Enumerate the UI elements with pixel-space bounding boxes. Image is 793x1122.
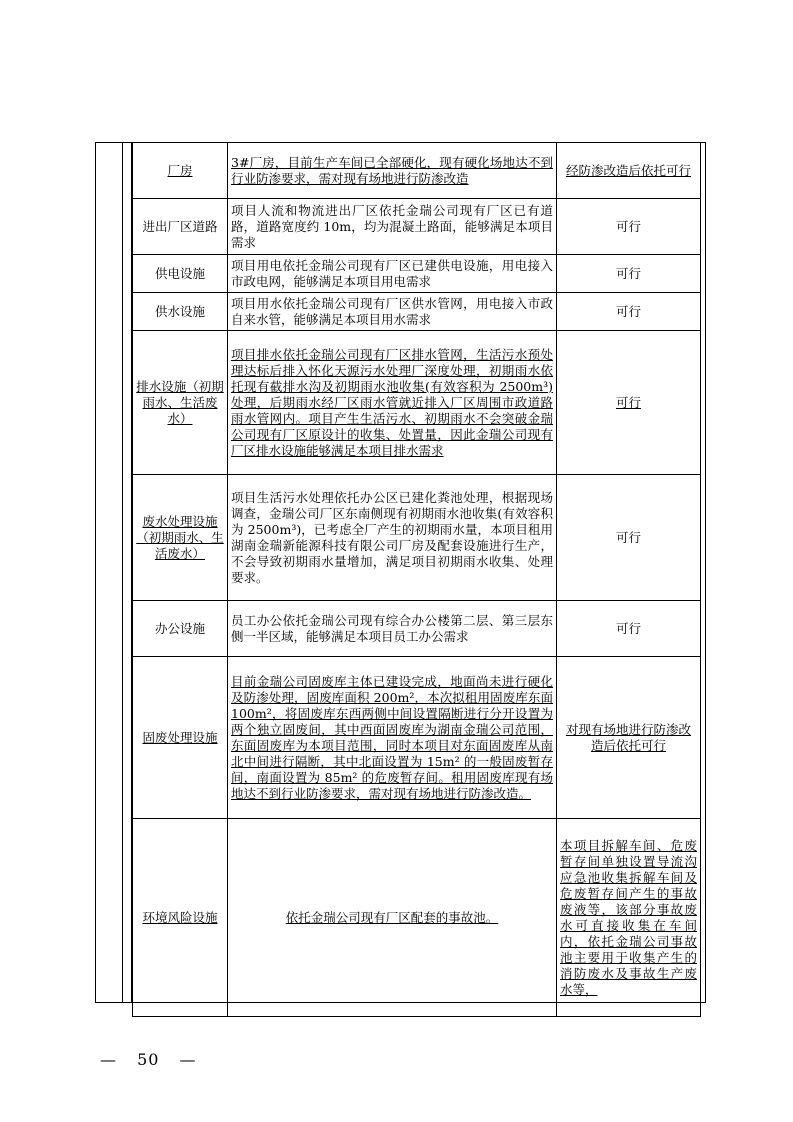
table-row [133,199,701,255]
page-footer [100,1050,197,1069]
row-name: 环境风险设施 [133,819,228,1017]
row-desc: 项目用电依托金瑞公司现有厂区已建供电设施，用电接入市政电网，能够满足本项目用电需求 [228,255,557,293]
row-result: 可行 [557,331,701,475]
row-result: 可行 [557,255,701,293]
page-number: 50 [137,1050,160,1069]
row-result: 可行 [557,475,701,601]
table-row [133,143,701,199]
table-row [133,255,701,293]
row-result: 可行 [557,601,701,657]
row-result: 可行 [557,293,701,331]
table-row [133,475,701,601]
table-row [133,601,701,657]
row-desc: 依托金瑞公司现有厂区配套的事故池。 [228,819,557,1017]
row-name: 厂房 [133,143,228,199]
row-name: 供水设施 [133,293,228,331]
row-name: 废水处理设施（初期雨水、生活废水） [133,475,228,601]
margin-line [122,142,123,1003]
table-row [133,293,701,331]
row-desc: 项目生活污水处理依托办公区已建化粪池处理，根据现场调查，金瑞公司厂区东南侧现有初期雨水池收集(有效容积为 2500m³)，已考虑全厂产生的初期雨水量，本项目租用湖南金瑞新能源科技有限公司厂房及配套设施进行生产，不会导致初期雨水量增加，满足项目初期雨水收集、处理要求。 [228,475,557,601]
table-row [133,657,701,819]
table-row [133,331,701,475]
row-name: 进出厂区道路 [133,199,228,255]
row-name: 排水设施（初期雨水、生活废水） [133,331,228,475]
row-desc: 项目人流和物流进出厂区依托金瑞公司现有厂区已有道路，道路宽度约 10m，均为混凝土路面，能够满足本项目需求 [228,199,557,255]
row-desc: 员工办公依托金瑞公司现有综合办公楼第二层、第三层东侧一半区域，能够满足本项目员工办公需求 [228,601,557,657]
row-result: 本项目拆解车间、危废暂存间单独设置导流沟应急池收集拆解车间及危废暂存间产生的事故废液等，该部分事故废水可直接收集在车间内，依托金瑞公司事故池主要用于收集产生的消防废水及事故生产废水等， [557,819,701,1017]
row-result: 可行 [557,199,701,255]
facility-table [132,142,701,1017]
row-name: 固废处理设施 [133,657,228,819]
row-desc: 项目用水依托金瑞公司现有厂区供水管网，用电接入市政自来水管，能够满足本项目用水需求 [228,293,557,331]
row-desc: 目前金瑞公司固废库主体已建设完成，地面尚未进行硬化及防渗处理，固废库面积 200m²，本次拟租用固废库东面 100m²，将固废库东西两侧中间设置隔断进行分开设置为两个独立固废间，其中西面固废库为湖南金瑞公司范围，东面固废库为本项目范围，同时本项目对东面固废库从南北中间进行隔断，其中北面设置为 15m² 的一般固废暂存间，南面设置为 85m² 的危废暂存间。租用固废库现有场地达不到行业防渗要求，需对现有场地进行防渗改造。 [228,657,557,819]
row-result: 经防渗改造后依托可行 [557,143,701,199]
row-name: 供电设施 [133,255,228,293]
row-desc: 3#厂房，目前生产车间已全部硬化，现有硬化场地达不到行业防渗要求，需对现有场地进行防渗改造 [228,143,557,199]
row-name: 办公设施 [133,601,228,657]
footer-dash-left: — [100,1050,117,1069]
row-desc: 项目排水依托金瑞公司现有厂区排水管网，生活污水预处理达标后排入怀化天源污水处理厂深度处理，初期雨水依托现有截排水沟及初期雨水池收集(有效容积为 2500m³)处理，后期雨水经厂区雨水管就近排入厂区周围市政道路雨水管网内。项目产生生活污水、初期雨水不会突破金瑞公司现有厂区原设计的收集、处置量，因此金瑞公司现有厂区排水设施能够满足本项目排水需求 [228,331,557,475]
row-result: 对现有场地进行防渗改造后依托可行 [557,657,701,819]
table-row [133,819,701,1017]
footer-dash-right: — [179,1050,197,1069]
